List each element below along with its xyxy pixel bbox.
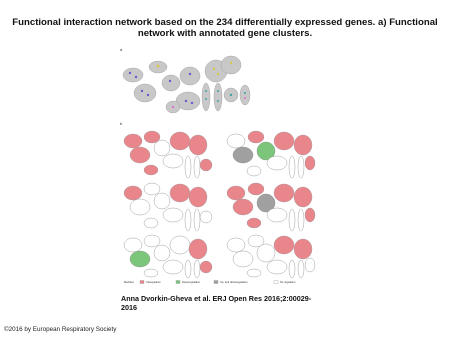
figure-legend — [124, 280, 296, 284]
citation: Anna Dvorkin-Gheva et al. ERJ Open Res 2016;2:00029-2016 — [121, 294, 312, 312]
panel-a-label: a — [120, 47, 123, 52]
figure-title: Functional interaction network based on the 234 differentially expressed genes. a) Functional network with annotated gene clusters. — [12, 17, 438, 39]
panel-a-network — [123, 56, 250, 113]
panel-b-label: b — [120, 121, 123, 126]
legend-title: Modules — [124, 281, 134, 284]
panel-b-network-2 — [227, 131, 315, 178]
panel-b-network-4 — [227, 183, 315, 231]
copyright: ©2016 by European Respiratory Society — [4, 326, 117, 333]
legend-down: Downregulation — [182, 281, 201, 284]
panel-b-network-1 — [124, 131, 212, 178]
legend-up: Upregulation — [146, 281, 161, 284]
panel-b-network-6 — [227, 235, 315, 278]
legend-mixed: Up- and downregulation — [220, 281, 248, 284]
panel-b-network-5 — [124, 235, 212, 278]
panel-b-network-3 — [124, 183, 212, 231]
network-figure — [118, 45, 318, 285]
legend-none: No regulation — [280, 281, 296, 284]
